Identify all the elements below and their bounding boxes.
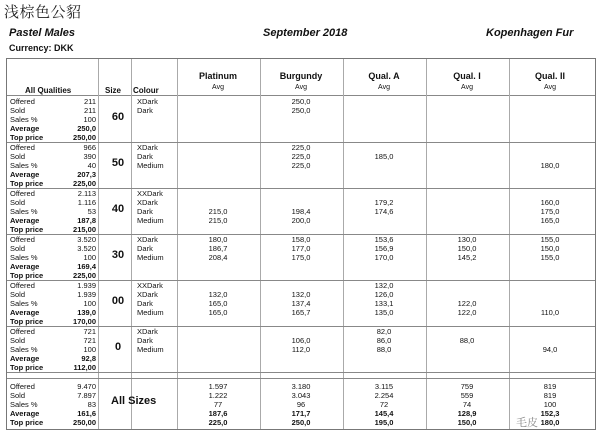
stat-value: 721 [83,327,96,336]
stat-value: 390 [83,152,96,161]
header-qual-a [354,71,414,91]
total-cell-qual-i: 559 [460,391,474,400]
price-cell-burgundy: 177,0 [291,244,311,253]
all-sizes-label: All Sizes [111,395,157,407]
stat-value: 966 [83,143,96,152]
stat-value: 170,00 [73,317,96,326]
price-cell-qual-ii: 110,0 [540,308,560,317]
price-cell-burgundy: 132,0 [291,290,311,299]
stat-label-sold: Sold [10,290,26,299]
price-cell-qual-a: 185,0 [374,152,394,161]
price-cell-qual-i: 145,2 [457,253,477,262]
stat-value: 2.113 [77,189,96,198]
price-cell-burgundy: 112,0 [291,345,311,354]
price-cell-qual-a: 86,0 [376,336,392,345]
price-cell-burgundy: 225,0 [291,161,311,170]
total-cell-qual-i: 150,0 [457,418,477,427]
total-cell-qual-a: 145,4 [374,409,394,418]
header-qual-a-name: Qual. A [368,71,400,81]
price-cell-qual-a: 126,0 [374,290,394,299]
colour-label: Dark [137,106,153,115]
header-qual-i-avg: Avg [461,84,473,91]
stat-label-sold: Sold [10,106,26,115]
price-cell-qual-a: 170,0 [374,253,394,262]
size-block-40 [7,188,595,235]
header-qual-ii-name: Qual. II [534,71,565,81]
price-cell-qual-ii: 150,0 [540,244,560,253]
stat-label-average: Average [10,262,40,271]
stat-value: 40 [87,161,96,170]
colour-label: XDark [137,97,158,106]
stat-label-sales-: Sales % [10,115,38,124]
header-colour: Colour [133,86,159,95]
price-cell-burgundy: 200,0 [291,216,311,225]
stat-value: 207,3 [77,170,96,179]
price-cell-qual-a: 133,1 [374,299,394,308]
header-size: Size [105,86,122,95]
stat-value: 3.520 [77,235,96,244]
total-stat-value: 9.470 [77,382,96,391]
price-cell-burgundy: 250,0 [291,97,311,106]
price-cell-burgundy: 225,0 [291,152,311,161]
size-label: 0 [114,341,122,353]
total-cell-burgundy: 3.043 [291,391,311,400]
price-cell-qual-a: 135,0 [374,308,394,317]
colour-label: XXDark [137,281,163,290]
price-cell-qual-a: 88,0 [376,345,392,354]
price-cell-qual-ii: 175,0 [540,207,560,216]
total-cell-qual-a: 72 [379,400,389,409]
price-cell-qual-i: 88,0 [459,336,475,345]
total-stat-label: Offered [10,382,35,391]
colour-label: Dark [137,336,153,345]
price-cell-qual-i: 122,0 [457,308,477,317]
colour-label: Dark [137,244,153,253]
colour-label: XDark [137,143,158,152]
total-cell-qual-a: 3.115 [374,382,394,391]
price-cell-qual-i: 130,0 [457,235,477,244]
stat-value: 1.939 [77,290,96,299]
colour-label: Dark [137,299,153,308]
stat-value: 100 [83,299,96,308]
stat-value: 1.116 [77,198,96,207]
price-cell-qual-ii: 94,0 [542,345,558,354]
total-cell-qual-ii: 100 [543,400,557,409]
price-cell-qual-ii: 155,0 [540,253,560,262]
colour-label: XDark [137,327,158,336]
stat-label-offered: Offered [10,97,35,106]
header-platinum-avg: Avg [212,84,224,91]
stat-value: 3.520 [77,244,96,253]
total-cell-qual-i: 128,9 [457,409,477,418]
total-cell-qual-i: 74 [462,400,472,409]
total-cell-platinum: 1.222 [208,391,228,400]
page-title: 浅棕色公貂 [4,3,82,21]
colour-label: XDark [137,198,158,207]
table-header-row [7,59,595,96]
size-label: 60 [111,111,125,123]
stat-value: 250,0 [77,124,96,133]
total-cell-platinum: 77 [213,400,223,409]
stat-label-offered: Offered [10,189,35,198]
total-stat-label: Sold [10,391,26,400]
size-block-00 [7,280,595,327]
colour-label: Dark [137,207,153,216]
stat-label-average: Average [10,170,40,179]
stat-label-sold: Sold [10,336,26,345]
stat-label-sold: Sold [10,244,26,253]
stat-value: 92,8 [81,354,96,363]
stat-value: 721 [83,336,96,345]
total-cell-qual-i: 759 [460,382,474,391]
total-cell-qual-ii: 819 [543,391,557,400]
price-cell-platinum: 215,0 [208,216,228,225]
total-cell-burgundy: 3.180 [291,382,311,391]
price-cell-burgundy: 165,7 [291,308,311,317]
total-cell-platinum: 1.597 [208,382,228,391]
price-cell-burgundy: 225,0 [291,143,311,152]
stat-label-average: Average [10,354,40,363]
stat-value: 100 [83,253,96,262]
stat-value: 211 [84,97,96,106]
size-block-60 [7,96,595,143]
stat-label-offered: Offered [10,281,35,290]
stat-label-sold: Sold [10,152,26,161]
stat-label-offered: Offered [10,143,35,152]
size-label: 50 [111,157,125,169]
price-cell-qual-i: 122,0 [457,299,477,308]
total-cell-platinum: 225,0 [208,418,228,427]
total-cell-qual-ii: 819 [543,382,557,391]
colour-label: XXDark [137,189,163,198]
stat-label-sales-: Sales % [10,299,38,308]
size-label: 00 [111,295,125,307]
stat-label-sales-: Sales % [10,207,38,216]
stat-label-average: Average [10,308,40,317]
total-stat-value: 7.897 [77,391,96,400]
total-stat-label: Average [10,409,40,418]
price-cell-burgundy: 106,0 [291,336,311,345]
price-cell-platinum: 180,0 [208,235,228,244]
total-cell-burgundy: 171,7 [291,409,311,418]
price-cell-qual-a: 174,6 [374,207,394,216]
report-header-left: Pastel Males [9,27,76,39]
colour-label: Medium [137,216,164,225]
total-stat-value: 83 [87,400,96,409]
total-cell-qual-ii: 180,0 [540,418,560,427]
report-header-center: September 2018 [263,27,348,39]
header-qual-ii-avg: Avg [544,84,556,91]
price-cell-burgundy: 158,0 [291,235,311,244]
stat-value: 1.939 [77,281,96,290]
total-stat-value: 250,00 [73,418,96,427]
header-burgundy [271,71,331,91]
stat-label-sold: Sold [10,198,26,207]
total-stat-label: Sales % [10,400,38,409]
price-cell-platinum: 165,0 [208,308,228,317]
colour-label: Medium [137,345,164,354]
price-cell-platinum: 186,7 [208,244,228,253]
header-platinum [188,71,248,91]
stat-value: 225,00 [73,179,96,188]
total-stat-value: 161,6 [77,409,96,418]
stat-label-top-price: Top price [10,179,44,188]
size-block-30 [7,234,595,281]
price-cell-platinum: 132,0 [208,290,228,299]
stat-label-average: Average [10,124,40,133]
total-cell-platinum: 187,6 [208,409,228,418]
stat-label-top-price: Top price [10,271,44,280]
price-table [6,58,596,430]
colour-label: XDark [137,290,158,299]
totals-block [7,378,595,429]
stat-value: 112,00 [73,363,96,372]
report-header-right: Kopenhagen Fur [486,27,574,39]
total-cell-qual-a: 195,0 [374,418,394,427]
colour-label: Medium [137,161,164,170]
price-cell-burgundy: 175,0 [291,253,311,262]
price-cell-qual-a: 132,0 [374,281,394,290]
stat-label-sales-: Sales % [10,161,38,170]
price-cell-qual-a: 179,2 [374,198,394,207]
price-cell-qual-i: 150,0 [457,244,477,253]
price-cell-qual-ii: 155,0 [540,235,560,244]
stat-value: 169,4 [77,262,96,271]
stat-label-sales-: Sales % [10,253,38,262]
stat-label-top-price: Top price [10,363,44,372]
stat-label-average: Average [10,216,40,225]
header-platinum-name: Platinum [198,71,237,81]
stat-value: 139,0 [77,308,96,317]
stat-value: 225,00 [73,271,96,280]
stat-value: 250,00 [73,133,96,142]
total-cell-burgundy: 250,0 [291,418,311,427]
watermark: 毛皮 [516,416,538,429]
total-cell-qual-a: 2.254 [374,391,394,400]
stat-label-offered: Offered [10,235,35,244]
price-cell-platinum: 215,0 [208,207,228,216]
currency-label: Currency: DKK [9,43,74,53]
stat-label-top-price: Top price [10,225,44,234]
price-cell-burgundy: 137,4 [291,299,311,308]
price-cell-qual-ii: 180,0 [540,161,560,170]
price-cell-qual-ii: 160,0 [540,198,560,207]
header-qual-a-avg: Avg [378,84,390,91]
header-qual-i-name: Qual. I [453,71,481,81]
stat-label-top-price: Top price [10,317,44,326]
stat-label-offered: Offered [10,327,35,336]
header-all-qualities: All Qualities [25,86,72,95]
price-cell-qual-a: 82,0 [376,327,392,336]
colour-label: XDark [137,235,158,244]
price-cell-burgundy: 198,4 [291,207,311,216]
price-cell-platinum: 208,4 [208,253,228,262]
size-block-0 [7,326,595,373]
size-label: 30 [111,249,125,261]
total-cell-burgundy: 96 [296,400,306,409]
price-cell-qual-a: 156,9 [374,244,394,253]
price-cell-qual-a: 153,6 [374,235,394,244]
stat-value: 100 [83,345,96,354]
header-burgundy-name: Burgundy [279,71,323,81]
stat-label-sales-: Sales % [10,345,38,354]
total-stat-label: Top price [10,418,44,427]
stat-value: 187,8 [77,216,96,225]
colour-label: Medium [137,253,164,262]
price-cell-burgundy: 250,0 [291,106,311,115]
size-block-50 [7,142,595,189]
header-burgundy-avg: Avg [295,84,307,91]
stat-value: 100 [83,115,96,124]
total-cell-qual-ii: 152,3 [540,409,560,418]
stat-value: 215,00 [73,225,96,234]
stat-value: 211 [84,106,96,115]
stat-value: 53 [87,207,96,216]
header-qual-ii [520,71,580,91]
header-qual-i [437,71,497,91]
stat-label-top-price: Top price [10,133,44,142]
size-label: 40 [111,203,125,215]
price-cell-platinum: 165,0 [208,299,228,308]
colour-label: Dark [137,152,153,161]
price-cell-qual-ii: 165,0 [540,216,560,225]
colour-label: Medium [137,308,164,317]
